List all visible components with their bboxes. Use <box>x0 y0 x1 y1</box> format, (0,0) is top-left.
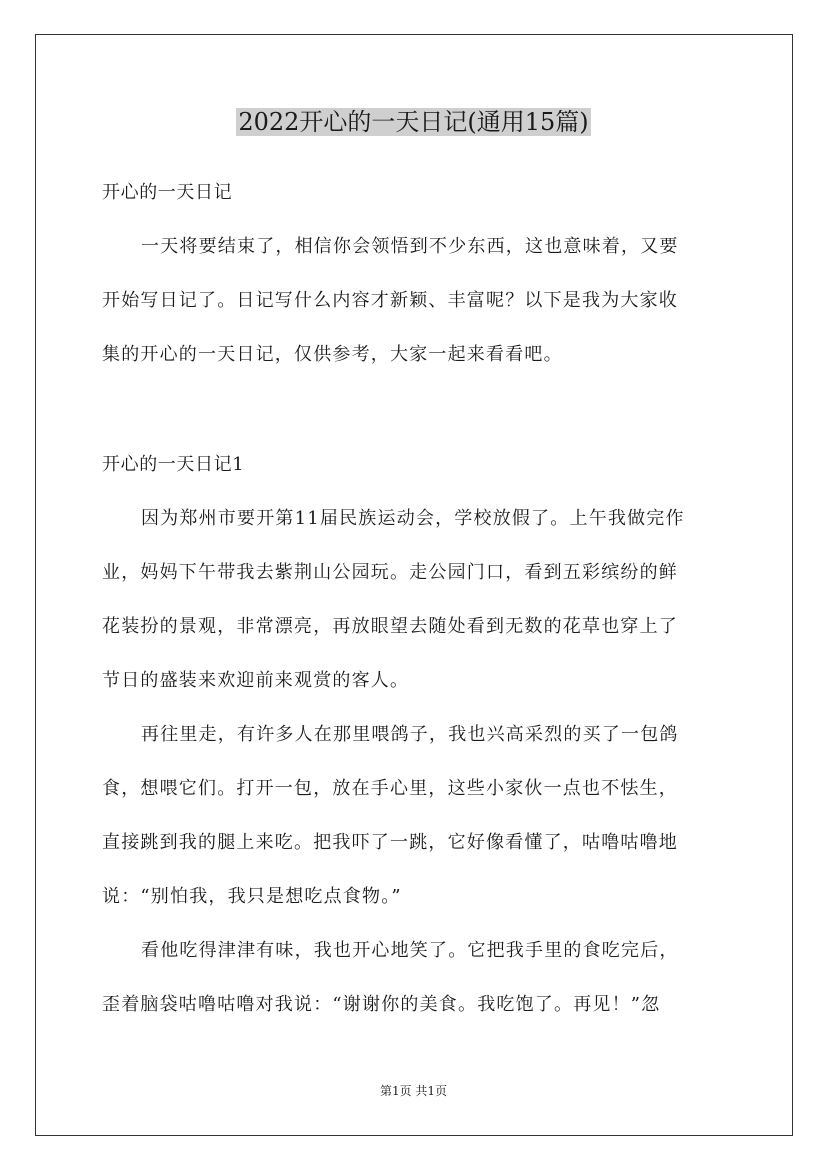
entry-line: 看他吃得津津有味，我也开心地笑了。它把我手里的食吃完后， <box>141 940 679 961</box>
intro-heading: 开心的一天日记 <box>102 182 233 203</box>
document-title <box>0 101 827 143</box>
page-footer <box>0 1082 827 1100</box>
document-title-text: 2022开心的一天日记(通用15篇) <box>238 108 589 136</box>
entry-line: 食，想喂它们。打开一包，放在手心里，这些小家伙一点也不怯生， <box>102 778 678 799</box>
intro-line: 一天将要结束了，相信你会领悟到不少东西，这也意味着，又要 <box>141 236 679 257</box>
page-number: 第1页 共1页 <box>379 1084 448 1098</box>
entry-line: 直接跳到我的腿上来吃。把我吓了一跳，它好像看懂了，咕噜咕噜地 <box>102 832 678 853</box>
entry-line: 花装扮的景观，非常漂亮，再放眼望去随处看到无数的花草也穿上了 <box>102 616 678 637</box>
entry-line: 业，妈妈下午带我去紫荆山公园玩。走公园门口，看到五彩缤纷的鲜 <box>102 562 678 583</box>
entry-line: 节日的盛装来欢迎前来观赏的客人。 <box>102 670 410 691</box>
entry-heading: 开心的一天日记1 <box>102 454 245 475</box>
entry-line: 说：“别怕我，我只是想吃点食物。” <box>102 886 402 907</box>
intro-line: 集的开心的一天日记，仅供参考，大家一起来看看吧。 <box>102 344 563 365</box>
entry-line: 因为郑州市要开第11届民族运动会，学校放假了。上午我做完作 <box>141 508 685 529</box>
intro-line: 开始写日记了。日记写什么内容才新颖、丰富呢？以下是我为大家收 <box>102 290 678 311</box>
entry-line: 歪着脑袋咕噜咕噜对我说：“谢谢你的美食。我吃饱了。再见！”忽 <box>102 994 661 1015</box>
entry-line: 再往里走，有许多人在那里喂鸽子，我也兴高采烈的买了一包鸽 <box>141 724 679 745</box>
